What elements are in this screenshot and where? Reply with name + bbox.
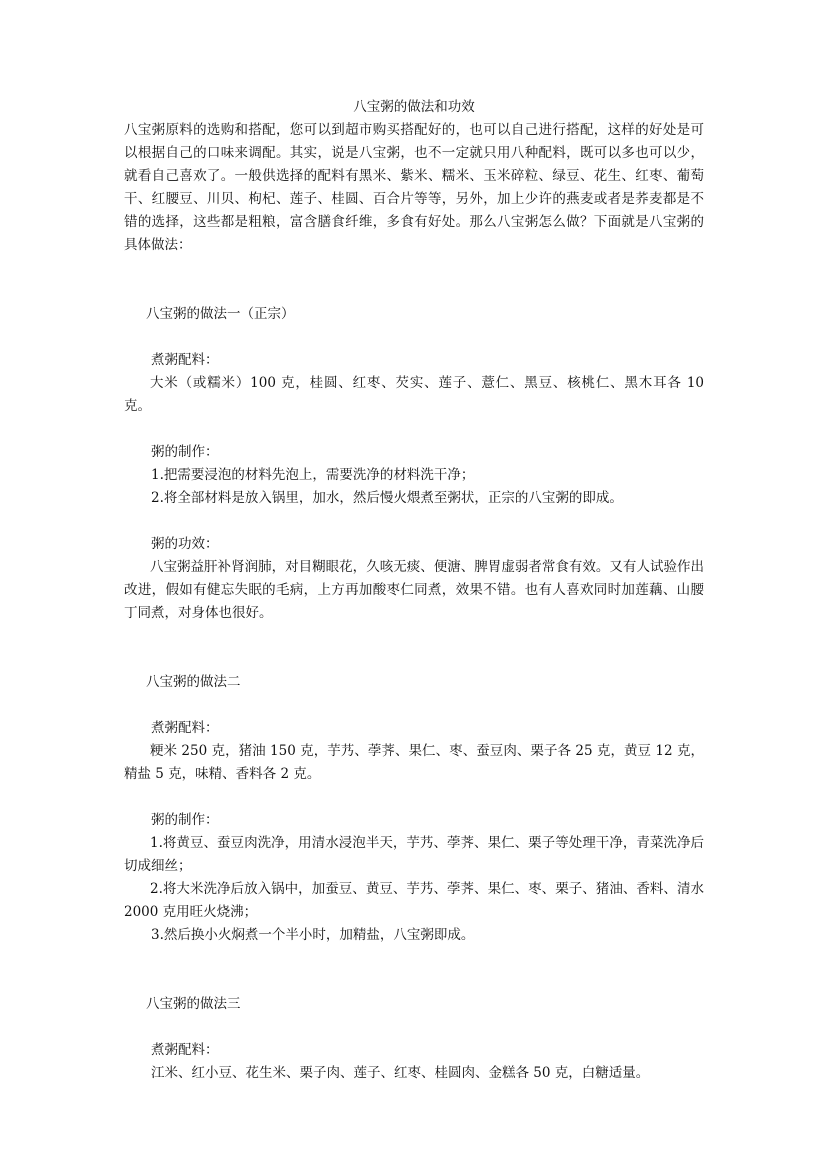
method2-ingredients: 粳米 250 克，猪油 150 克，芋艿、荸荠、果仁、枣、蚕豆肉、栗子各 25 克，黄豆 12 克，精盐 5 克，味精、香料各 2 克。	[124, 743, 704, 782]
method2-step-3: 3.然后换小火焖煮一个半小时，加精盐，八宝粥即成。	[151, 927, 475, 943]
method2-heading: 八宝粥的做法二	[146, 674, 241, 690]
method2-ingredients-label: 煮粥配料：	[151, 720, 219, 736]
method2-steps-label: 粥的制作：	[151, 812, 219, 828]
intro-paragraph: 八宝粥原料的选购和搭配，您可以到超市购买搭配好的，也可以自己进行搭配，这样的好处是可以根据自己的口味来调配。其实，说是八宝粥，也不一定就只用八种配料，既可以多也可以少，就看自己喜欢了。一般供选择的配料有黑米、紫米、糯米、玉米碎粒、绿豆、花生、红枣、葡萄干、红腰豆、川贝、枸杞、莲子、桂圆、百合片等等，另外，加上少许的燕麦或者是荞麦都是不错的选择，这些都是粗粮，富含膳食纤维，多食有好处。那么八宝粥怎么做？下面就是八宝粥的具体做法：	[124, 122, 704, 253]
method1-effect: 八宝粥益肝补肾润肺，对目糊眼花，久咳无痰、便溏、脾胃虚弱者常食有效。又有人试验作出改进，假如有健忘失眠的毛病，上方再加酸枣仁同煮，效果不错。也有人喜欢同时加莲藕、山腰丁同煮，对身体也很好。	[124, 559, 704, 621]
method1-ingredients: 大米（或糯米）100 克，桂圆、红枣、芡实、莲子、薏仁、黑豆、核桃仁、黑木耳各 10 克。	[124, 375, 704, 414]
method1-heading: 八宝粥的做法一（正宗）	[146, 306, 295, 322]
method1-steps-label: 粥的制作：	[151, 444, 219, 460]
method2-step-1: 1.将黄豆、蚕豆肉洗净，用清水浸泡半天，芋艿、荸荠、果仁、栗子等处理干净，青菜洗净后切成细丝；	[124, 835, 704, 874]
method1-effect-label: 粥的功效：	[151, 536, 219, 552]
document-title: 八宝粥的做法和功效	[353, 99, 475, 115]
document-page	[124, 96, 704, 1085]
method3-ingredients: 江米、红小豆、花生米、栗子肉、莲子、红枣、桂圆肉、金糕各 50 克，白糖适量。	[151, 1065, 650, 1081]
method1-step-2: 2.将全部材料是放入锅里，加水，然后慢火煨煮至粥状，正宗的八宝粥的即成。	[151, 490, 623, 506]
method3-heading: 八宝粥的做法三	[146, 996, 241, 1012]
method1-ingredients-label: 煮粥配料：	[151, 352, 219, 368]
method3-ingredients-label: 煮粥配料：	[151, 1042, 219, 1058]
method2-step-2: 2.将大米洗净后放入锅中，加蚕豆、黄豆、芋艿、荸荠、果仁、枣、栗子、猪油、香料、清水 2000 克用旺火烧沸；	[124, 881, 704, 920]
method1-step-1: 1.把需要浸泡的材料先泡上，需要洗净的材料洗干净；	[151, 467, 475, 483]
